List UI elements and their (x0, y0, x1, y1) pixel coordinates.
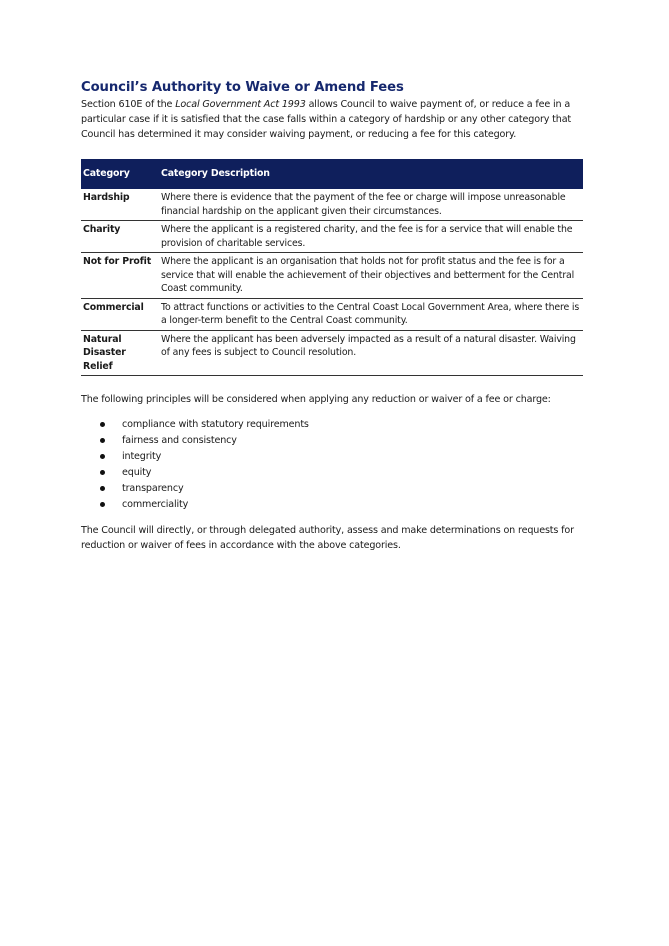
principles-list (81, 417, 587, 513)
table-header-row (81, 159, 583, 189)
principle-text: integrity (122, 451, 162, 462)
header-category: Category (81, 159, 159, 189)
table-row (81, 330, 583, 376)
header-category-description: Category Description (159, 159, 583, 189)
table-row (81, 189, 583, 221)
act-name: Local Government Act 1993 (175, 99, 306, 110)
bullet-icon (100, 438, 105, 443)
row-description: Where there is evidence that the payment of the fee or charge will impose unreasonable financial hardship on the applicant given their circumstances. (159, 189, 583, 221)
row-description: Where the applicant is an organisation that holds not for profit status and the fee is for a service that will enable the achievement of their objectives and betterment for the Central Coast community. (159, 253, 583, 299)
bullet-icon (100, 470, 105, 475)
principle-text: fairness and consistency (122, 435, 237, 446)
bullet-icon (100, 422, 105, 427)
table-row (81, 298, 583, 330)
row-description: Where the applicant has been adversely impacted as a result of a natural disaster. Waiving of any fees is subject to Council resolution. (159, 330, 583, 376)
list-item (81, 481, 587, 497)
principle-text: transparency (122, 483, 184, 494)
list-item (81, 417, 587, 433)
row-category: Commercial (81, 298, 159, 330)
row-category: Hardship (81, 189, 159, 221)
bullet-icon (100, 486, 105, 491)
list-item (81, 433, 587, 449)
bullet-icon (100, 502, 105, 507)
bullet-icon (100, 454, 105, 459)
principle-text: equity (122, 467, 152, 478)
principle-text: commerciality (122, 499, 189, 510)
section-heading: Council’s Authority to Waive or Amend Fees (81, 80, 404, 95)
row-category: Charity (81, 221, 159, 253)
table-row (81, 221, 583, 253)
row-description: Where the applicant is a registered charity, and the fee is for a service that will enable the provision of charitable services. (159, 221, 583, 253)
principle-text: compliance with statutory requirements (122, 419, 309, 430)
list-item (81, 465, 587, 481)
row-category: Natural Disaster Relief (81, 330, 159, 376)
closing-paragraph: The Council will directly, or through delegated authority, assess and make determinations on requests for reduction or waiver of fees in accordance with the above categories. (81, 525, 574, 551)
table-row (81, 253, 583, 299)
intro-text-end: allows Council to waive payment of, or reduce a fee in a particular case if it is satisfied that the case falls within a category of hardship or any other category that Council has determined it may consider waiving payment, or reducing a fee for this category. (81, 99, 572, 140)
row-category: Not for Profit (81, 253, 159, 299)
row-description: To attract functions or activities to the Central Coast Local Government Area, where there is a longer-term benefit to the Central Coast community. (159, 298, 583, 330)
list-item (81, 449, 587, 465)
fee-categories-table (81, 159, 583, 376)
intro-text-start: Section 610E of the (81, 99, 176, 110)
list-item (81, 497, 587, 513)
document-page (81, 78, 587, 553)
principles-intro: The following principles will be considered when applying any reduction or waiver of a fee or charge: (81, 394, 551, 405)
intro-paragraph (81, 97, 587, 142)
